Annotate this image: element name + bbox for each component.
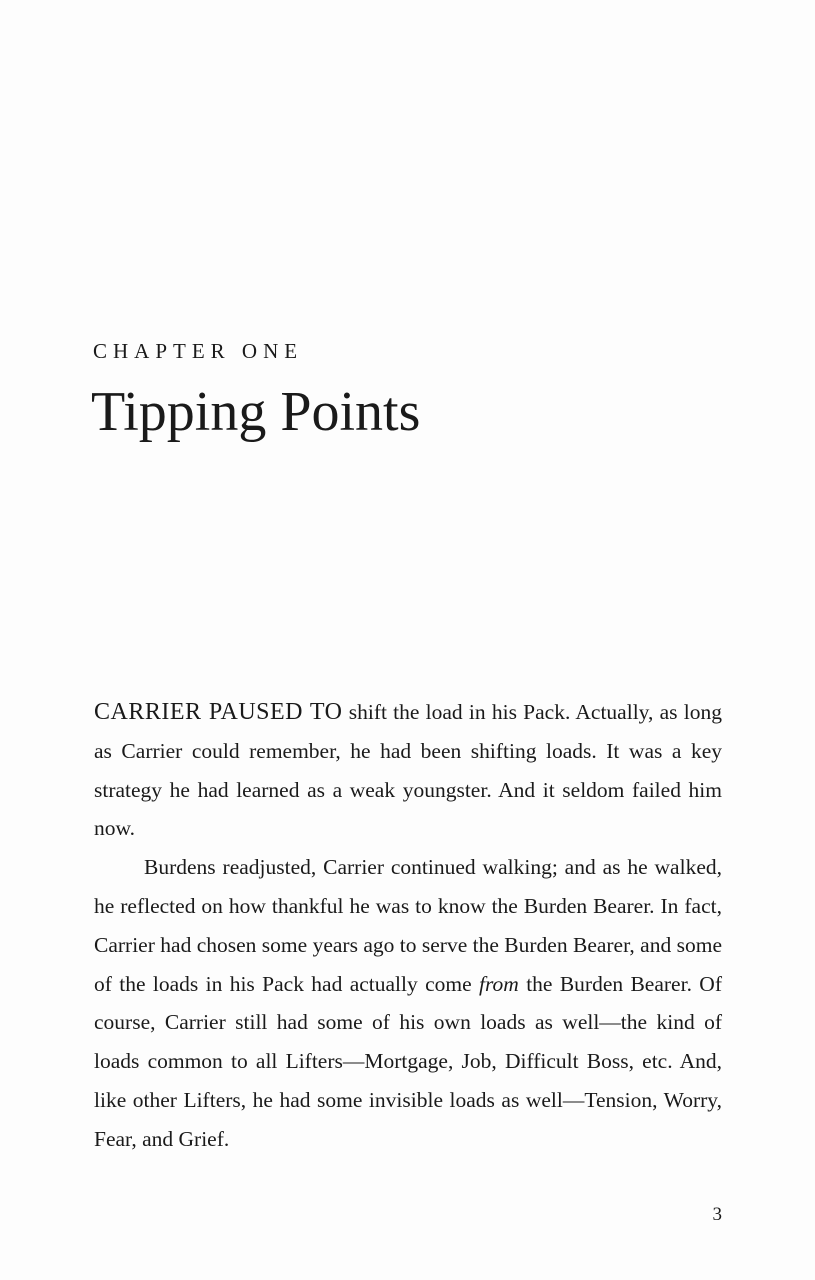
paragraph-1 [94, 693, 722, 848]
chapter-body [94, 693, 722, 1159]
paragraph-2 [94, 848, 722, 1158]
chapter-title: Tipping Points [91, 381, 421, 443]
paragraph-2-text-end: the Burden Bearer. Of course, Carrier still had some of his own loads as well—the kind of loads common to all Lifters—Mortgage, Job, Difficult Boss, etc. And, like other Lifters, he had some invisible loads as well—Tension, Worry, Fear, and Grief. [94, 971, 722, 1151]
paragraph-1-text: shift the load in his Pack. Actually, as long as Carrier could remember, he had been shifting loads. It was a key strategy he had learned as a weak youngster. And it seldom failed him now. [94, 700, 722, 841]
paragraph-2-italic: from [479, 971, 519, 996]
lead-in-small-caps: CARRIER PAUSED TO [94, 699, 343, 725]
paragraph-2-text-start: Burdens readjusted, Carrier continued walking; and as he walked, he reflected on how thankful he was to know the Burden Bearer. In fact, Carrier had chosen some years ago to serve the Burden Bearer, and some of the loads in his Pack had actually come [94, 855, 722, 996]
chapter-label: CHAPTER ONE [93, 339, 304, 363]
page-number: 3 [712, 1204, 722, 1225]
